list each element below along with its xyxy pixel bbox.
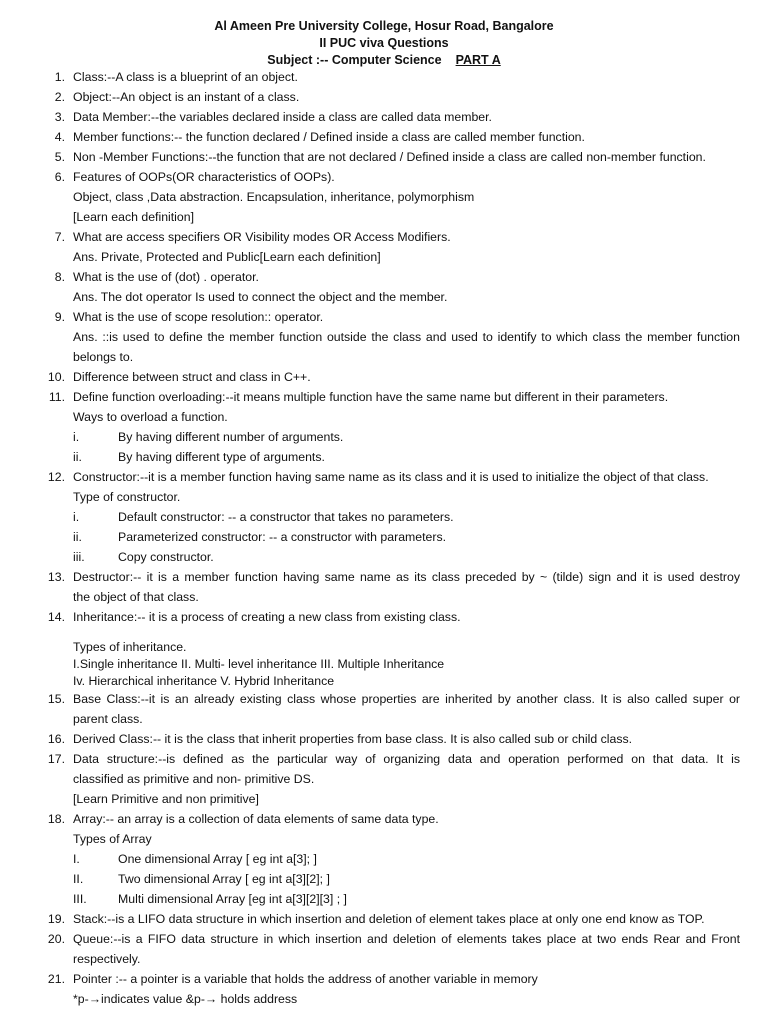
sub-item-text: One dimensional Array [ eg int a[3]; ] (118, 852, 317, 866)
item-number: 19. (47, 912, 65, 926)
item-number: 11. (48, 390, 65, 404)
sub-item-numeral: III. (73, 892, 87, 906)
question-text: What is the use of (dot) . operator. (73, 270, 259, 284)
answer-text: parent class. (73, 712, 143, 726)
answer-text: [Learn each definition] (73, 210, 195, 224)
question-text: Derived Class:-- it is the class that inherit properties from base class. It is also called sub or child class. (73, 732, 633, 746)
sub-item-numeral: iii. (73, 550, 85, 564)
sub-item-text: Two dimensional Array [ eg int a[3][2]; ] (118, 872, 330, 886)
question-text: Queue:--is a FIFO data structure in which insertion and deletion of elements takes place at two ends Rear and Front (73, 932, 740, 946)
answer-text: Iv. Hierarchical inheritance V. Hybrid Inheritance (73, 674, 335, 688)
sub-item-numeral: ii. (73, 450, 82, 464)
item-number: 1. (54, 70, 65, 84)
sub-item-numeral: i. (73, 510, 80, 524)
item-number: 9. (54, 310, 65, 324)
part-label: PART A (455, 53, 501, 67)
sub-item-text: By having different type of arguments. (118, 450, 325, 464)
item-number: 21. (47, 972, 65, 986)
question-text: Define function overloading:--it means multiple function have the same name but different in their parameters. (73, 390, 669, 404)
document-title: II PUC viva Questions (319, 36, 449, 50)
item-number: 5. (54, 150, 65, 164)
question-text: What is the use of scope resolution:: operator. (73, 310, 324, 324)
answer-text: Type of constructor. (73, 490, 181, 504)
sub-item-numeral: ii. (73, 530, 82, 544)
answer-text: respectively. (73, 952, 141, 966)
subject-label: Subject :-- Computer Science (267, 53, 442, 67)
question-text: Object:--An object is an instant of a class. (73, 90, 300, 104)
question-text: Constructor:--it is a member function having same name as its class and it is used to initialize the object of that class. (73, 470, 709, 484)
item-number: 13. (47, 570, 65, 584)
answer-text: Types of Array (73, 832, 152, 846)
answer-text: *p-→indicates value &p-→ holds address (73, 992, 298, 1006)
item-number: 15. (47, 692, 65, 706)
sub-item-numeral: II. (73, 872, 84, 886)
answer-text: [Learn Primitive and non primitive] (73, 792, 259, 806)
question-text: Stack:--is a LIFO data structure in which insertion and deletion of element takes place at only one end know as TOP. (73, 912, 705, 926)
answer-text: Object, class ,Data abstraction. Encapsulation, inheritance, polymorphism (73, 190, 475, 204)
item-number: 7. (54, 230, 65, 244)
answer-text: the object of that class. (73, 590, 199, 604)
sub-item-text: Parameterized constructor: -- a constructor with parameters. (118, 530, 447, 544)
sub-item-text: Multi dimensional Array [eg int a[3][2][3] ; ] (118, 892, 347, 906)
item-number: 10. (47, 370, 65, 384)
question-text: Member functions:-- the function declared / Defined inside a class are called member function. (73, 130, 585, 144)
question-text: Inheritance:-- it is a process of creating a new class from existing class. (73, 610, 461, 624)
item-number: 2. (54, 90, 65, 104)
item-number: 18. (47, 812, 65, 826)
question-text: Non -Member Functions:--the function that are not declared / Defined inside a class are called non-member function. (73, 150, 706, 164)
question-text: Data structure:--is defined as the particular way of organizing data and operation performed on that data. It is (73, 752, 740, 766)
item-number: 12. (47, 470, 65, 484)
subject-line (0, 52, 768, 68)
question-text: Pointer :-- a pointer is a variable that holds the address of another variable in memory (73, 972, 538, 986)
question-text: Class:--A class is a blueprint of an object. (73, 70, 298, 84)
answer-text: I.Single inheritance II. Multi- level inheritance III. Multiple Inheritance (73, 657, 445, 671)
answer-text: Ways to overload a function. (73, 410, 228, 424)
question-text: Destructor:-- it is a member function having same name as its class preceded by ~ (tilde) sign and it is used destroy (73, 570, 740, 584)
item-number: 20. (47, 932, 65, 946)
question-text: Data Member:--the variables declared inside a class are called data member. (73, 110, 492, 124)
college-name: Al Ameen Pre University College, Hosur Road, Bangalore (214, 19, 554, 33)
answer-text: belongs to. (73, 350, 134, 364)
item-number: 3. (54, 110, 65, 124)
sub-item-numeral: i. (73, 430, 80, 444)
answer-text: Types of inheritance. (73, 640, 187, 654)
item-number: 17. (47, 752, 65, 766)
sub-item-text: By having different number of arguments. (118, 430, 344, 444)
question-text: What are access specifiers OR Visibility modes OR Access Modifiers. (73, 230, 451, 244)
sub-item-text: Default constructor: -- a constructor that takes no parameters. (118, 510, 454, 524)
item-number: 6. (54, 170, 65, 184)
item-number: 4. (54, 130, 65, 144)
question-text: Difference between struct and class in C++. (73, 370, 311, 384)
answer-text: classified as primitive and non- primitive DS. (73, 772, 315, 786)
sub-item-numeral: I. (73, 852, 80, 866)
question-text: Features of OOPs(OR characteristics of OOPs). (73, 170, 335, 184)
sub-item-text: Copy constructor. (118, 550, 214, 564)
answer-text: Ans. Private, Protected and Public[Learn each definition] (73, 250, 381, 264)
question-text: Array:-- an array is a collection of data elements of same data type. (73, 812, 439, 826)
item-number: 16. (47, 732, 65, 746)
item-number: 8. (54, 270, 65, 284)
answer-text: Ans. ::is used to define the member function outside the class and used to identify to which class the member function (73, 330, 740, 344)
answer-text: Ans. The dot operator Is used to connect the object and the member. (73, 290, 448, 304)
question-text: Base Class:--it is an already existing class whose properties are inherited by another class. It is also called super or (73, 692, 740, 706)
item-number: 14. (47, 610, 65, 624)
